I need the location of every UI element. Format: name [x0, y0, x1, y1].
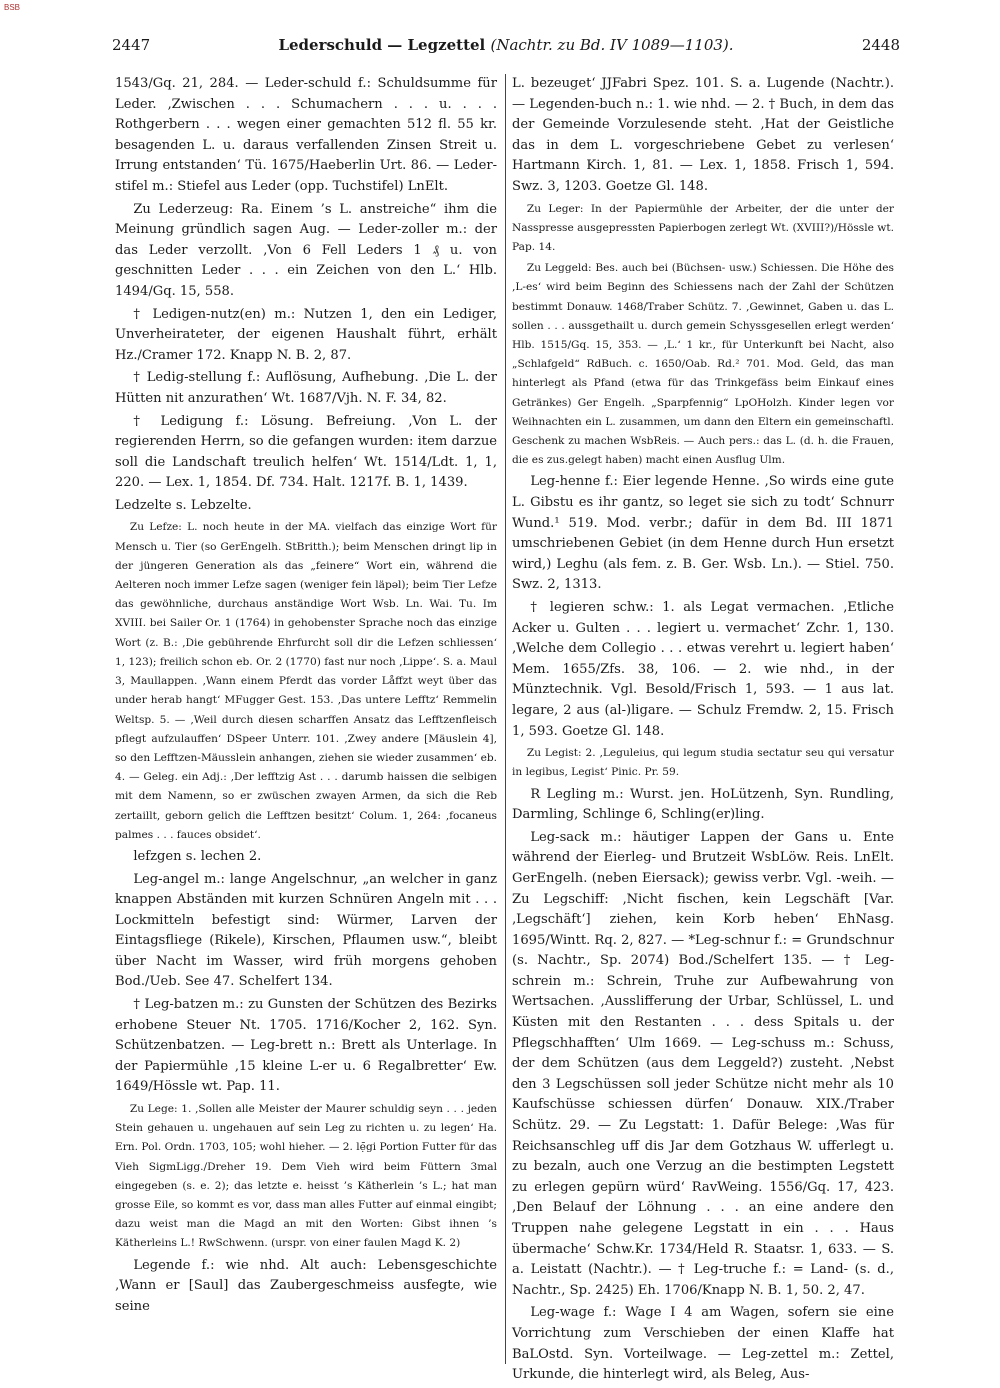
dictionary-entry: † Ledigung f.: Lösung. Befreiung. ‚Von L. der regierenden Herrn, so die gefangen wurden: item darzue soll die Landschaft treulich helfen‘ Wt. 1514/Ldt. 1, 1, 220. — Lex. 1, 1854. Df. 734. Halt. 1217f. B. 1, 1439.	[115, 413, 497, 491]
dictionary-entry: Zu Leger: In der Papiermühle der Arbeiter, der die unter der Nasspresse ausgepressten Papierbogen zerlegt Wt. (XVIII?)/Hössle wt. Pap. 14.	[512, 202, 894, 253]
dictionary-entry: 1543/Gq. 21, 284. — Leder-schuld f.: Schuldsumme für Leder. ‚Zwischen . . . Schumachern . . . u. . . . Rothgerbern . . . wegen einer gemachten 512 fl. 55 kr. besagenden L. u. daraus verfallenden Zinsen Streit u. Irrung entstanden‘ Tü. 1675/Haeberlin Urt. 86. — Leder-stifel m.: Stiefel aus Leder (opp. Tuchstifel) LnElt.	[115, 76, 497, 194]
dictionary-entry: Legende f.: wie nhd. Alt auch: Lebensgeschichte ‚Wann er [Saul] das Zaubergeschmeiss ausfegte, wie seine	[115, 1257, 497, 1314]
dictionary-entry: † legieren schw.: 1. als Legat vermachen. ‚Etliche Acker u. Gulten . . . legiert u. vermachet‘ Zchr. 1, 130. ‚Welche dem Collegio . . . etwas verehrt u. legiert haben‘ Mem. 1655/Zfs. 38, 106. — 2. wie nhd., in der Münztechnik. Vgl. Besold/Frisch 1, 593. — 1 aus lat. legare, 2 aus (al-)ligare. — Schulz Fremdw. 2, 15. Frisch 1, 593. Goetze Gl. 148.	[512, 599, 894, 739]
running-title	[112, 36, 900, 54]
dictionary-entry: † Leg-batzen m.: zu Gunsten der Schützen des Bezirks erhobene Steuer Nt. 1705. 1716/Kocher 2, 162. Syn. Schützenbatzen. — Leg-brett n.: Brett als Unterlage. In der Papiermühle ‚15 kleine L-er u. 6 Regalbretter‘ Ew. 1649/Hössle wt. Pap. 11.	[115, 997, 497, 1095]
dictionary-entry: Ledzelte s. Lebzelte.	[115, 497, 252, 513]
library-stamp: BSB	[4, 3, 21, 12]
dictionary-entry: Zu Lefze: L. noch heute in der MA. vielfach das einzige Wort für Mensch u. Tier (so GerEngelh. StBritth.); beim Menschen dringt lip in der jüngeren Generation als das „feinere“ Wort ein, während die Aelteren noch immer Lefze sagen (weniger fein läpəl); beim Tier Lefze das gewöhnliche, durchaus anständige Wort Wsb. Ln. Wai. Tu. Im XVIII. bei Sailer Or. 1 (1764) in gehobenster Sprache noch das einzige Wort (z. B.: ‚Die gebührende Ehrfurcht soll dir die Lefzen schliessen‘ 1, 123); freilich schon eb. Or. 2 (1770) fast nur noch ‚Lippe‘. S. a. Maul 3, Maullappen. ‚Wann einem Pferdt das vorder Låffzt weyt über das under herab hangt‘ MFugger Gest. 153. ‚Das untere Lefftz‘ Remmelin Weltsp. 5. — ‚Weil durch diesen scharffen Ansatz das Lefftzenfleisch pflegt aufzulauffen‘ DSpeer Unterr. 101. ‚Zwey andere [Mäuslein 4], so den Lefftzen-Mäusslein anhangen, ziehen sie wieder zusammen‘ eb. 4. — Geleg. ein Adj.: ‚Der lefftzig Ast . . . darumb haissen die selbigen mit dem Namenn, so er zwüschen zwayen Armen, da sich die Reb zertaillt, geborn gelich die Lefftzen besitzt‘ Colum. 1, 264: ‚focaneus palmes . . . fauces obsidet‘.	[115, 521, 497, 841]
page-number-left: 2447	[112, 36, 151, 54]
dictionary-entry: Zu Legist: 2. ‚Leguleius, qui legum studia sectatur seu qui versatur in legibus, Legist‘ Pinic. Pr. 59.	[512, 747, 894, 779]
dictionary-entry: Leg-henne f.: Eier legende Henne. ‚So wirds eine gute L. Gibstu es ihr gantz, so leget sie sich zu todt‘ Schnurr Wund.¹ 519. Mod. verbr.; dafür in dem Bd. III 1871 umschriebenen Gebiet (in dem Henne durch Hun ersetzt wird,) Leghu (als fem. z. B. Ger. Wsb. Ln.). — Stiel. 750. Swz. 2, 1313.	[512, 474, 894, 593]
dictionary-entry: Leg-sack m.: häutiger Lappen der Gans u. Ente während der Eierleg- und Brutzeit WsbLöw. Reis. LnElt. GerEngelh. (neben Eiersack); gewiss verbr. Vgl. -weih. — Zu Legschiff: ‚Nicht fischen, kein Legschäft [Var. ‚Legschäft‘] ziehen, kein Korb heben‘ EhNasg. 1695/Wintt. Rq. 2, 827. — *Leg-schnur f.: = Grundschnur (s. Nachtr., Sp. 2074) Bod./Schelfert 135. — † Leg-schrein m.: Schrein, Truhe zur Aufbewahrung von Wertsachen. ‚Ausslifferung der Urbar, Schlüssel, L. und Küsten mit den Restanten . . . dess Spitals u. der Pflegschhafften‘ Ulm 1669. — Leg-schuss m.: Schuss, der dem Schützen (aus dem Leggeld?) zusteht. ‚Nebst den 3 Legschüssen soll jeder Schütze nicht mehr als 10 Kaufschüsse schiessen dürfen‘ Donauw. XIX./Traber Schütz. 29. — Zu Legstatt: 1. Dafür Belege: ‚Was für Reichsanschleg uff dis Jar dem Gotzhaus W. ufferlegt u. zu bezaln, auch one Verzug an die bestimpten Legstett zu erlegen gepürn würd‘ RavWeing. 1556/Gq. 17, 423. ‚Den Belauf der Löhnung . . . an eine andere den Truppen nahe gelegene Legstatt in ein . . . Haus übermache‘ Schw.Kr. 1734/Held R. Staatsr. 1, 633. — S. a. Leistatt (Nachtr.). — † Leg-truche f.: = Land- (s. d., Nachtr., Sp. 2425) Eh. 1706/Knapp N. B. 1, 50. 2, 47.	[512, 829, 894, 1298]
dictionary-entry: Zu Lege: 1. ‚Sollen alle Meister der Maurer schuldig seyn . . . jeden Stein gehauen u. ungehauen auf sein Leg zu richten u. zu legen‘ Ha. Ern. Pol. Ordn. 1703, 105; wohl hieher. — 2. lẹ̄gi Portion Futter für das Vieh SigmLigg./Dreher 19. Dem Vieh wird beim Füttern 3mal eingegeben (s. e. 2); das letzte e. heisst ’s Kätherlein ’s L.; hat man grosse Eile, so kommt es vor, dass man alles Futter auf einmal eingibt; dazu weist man die Magd an mit den Worten: Gibst ihnen ’s Kätherleins L.! RwSchwenn. (urspr. von einer faulen Magd K. 2)	[115, 1103, 497, 1250]
dictionary-entry: lefzgen s. lechen 2.	[133, 848, 262, 864]
column-divider	[505, 74, 506, 1364]
running-title-main: Lederschuld — Legzettel	[278, 36, 486, 54]
dictionary-entry: † Ledigen-nutz(en) m.: Nutzen 1, den ein Lediger, Unverheirateter, der eigenen Haushalt führt, erhält Hz./Cramer 172. Knapp N. B. 2, 87.	[115, 306, 497, 363]
page-number-right: 2448	[861, 36, 900, 54]
dictionary-entry: R Legling m.: Wurst. jen. HoLützenh, Syn. Rundling, Darmling, Schlinge 6, Schling(er)ling.	[512, 786, 894, 823]
page-header	[112, 36, 900, 58]
running-title-sub: (Nachtr. zu Bd. IV 1089—1103).	[490, 36, 734, 54]
dictionary-entry: L. bezeuget‘ JJFabri Spez. 101. S. a. Lugende (Nachtr.). — Legenden-buch n.: 1. wie nhd. — 2. † Buch, in dem das der Gemeinde Vorzulesende steht. ‚Hat der Geistliche das in dem L. vorgeschriebene Gebet zu verlesen‘ Hartmann Kirch. 1, 81. — Lex. 1, 1858. Frisch 1, 594. Swz. 3, 1203. Goetze Gl. 148.	[512, 76, 894, 194]
dictionary-entry: Leg-wage f.: Wage I 4 am Wagen, sofern sie eine Vorrichtung zum Verschieben der einen Klaffe hat BaLOstd. Syn. Vorteilwage. — Leg-zettel m.: Zettel, Urkunde, die hinterlegt wird, als Beleg, Aus-	[512, 1305, 894, 1383]
dictionary-entry: Leg-angel m.: lange Angelschnur, „an welcher in ganz knappen Abständen mit kurzen Schnüren Angeln mit . . . Lockmitteln befestigt sind: Würmer, Larven der Eintagsfliege (Rikele), Kirschen, Pflaumen usw.“, bleibt über Nacht im Wasser, wird früh morgens gehoben Bod./Ueb. See 47. Schelfert 134.	[115, 871, 497, 990]
dictionary-entry: † Ledig-stellung f.: Auflösung, Aufhebung. ‚Die L. der Hütten nit anzurathen‘ Wt. 1687/Vjh. N. F. 34, 82.	[115, 370, 497, 406]
dictionary-entry: Zu Lederzeug: Ra. Einem ’s L. anstreiche“ ihm die Meinung gründlich sagen Aug. — Leder-zoller m.: der das Leder verzollt. ‚Von 6 Fell Leders 1 ₰ u. von geschnitten Leder . . . ein Zeichen von den L.‘ Hlb. 1494/Gq. 15, 558.	[115, 201, 497, 299]
dictionary-entry: Zu Leggeld: Bes. auch bei (Büchsen- usw.) Schiessen. Die Höhe des ‚L-es‘ wird beim Beginn des Schiessens nach der Zahl der Schützen bestimmt Donauw. 1468/Traber Schütz. 7. ‚Gewinnet, Gaben u. das L. sollen . . . aussgethailt u. durch gemein Schyssgesellen erlegt werden‘ Hlb. 1515/Gq. 15, 353. — ‚L.‘ 1 kr., für Unterkunft bei Nacht, also „Schlafgeld“ RdBuch. c. 1650/Oab. Rd.² 701. Mod. Geld, das man hinterlegt als Pfand (etwa für das Trinkgefäss beim Einkauf eines Getränkes) Ger Engelh. „Sparpfennig“ LpOHolzh. Kinder legen vor Weihnachten ein L. zusammen, um dann den Eltern ein gemeinschaftl. Geschenk zu machen WsbReis. — Auch pers.: das L. (d. h. die Frauen, die es zus.gelegt haben) macht einen Ausflug Ulm.	[512, 262, 894, 467]
right-column	[512, 74, 894, 1388]
left-column	[115, 74, 497, 1319]
